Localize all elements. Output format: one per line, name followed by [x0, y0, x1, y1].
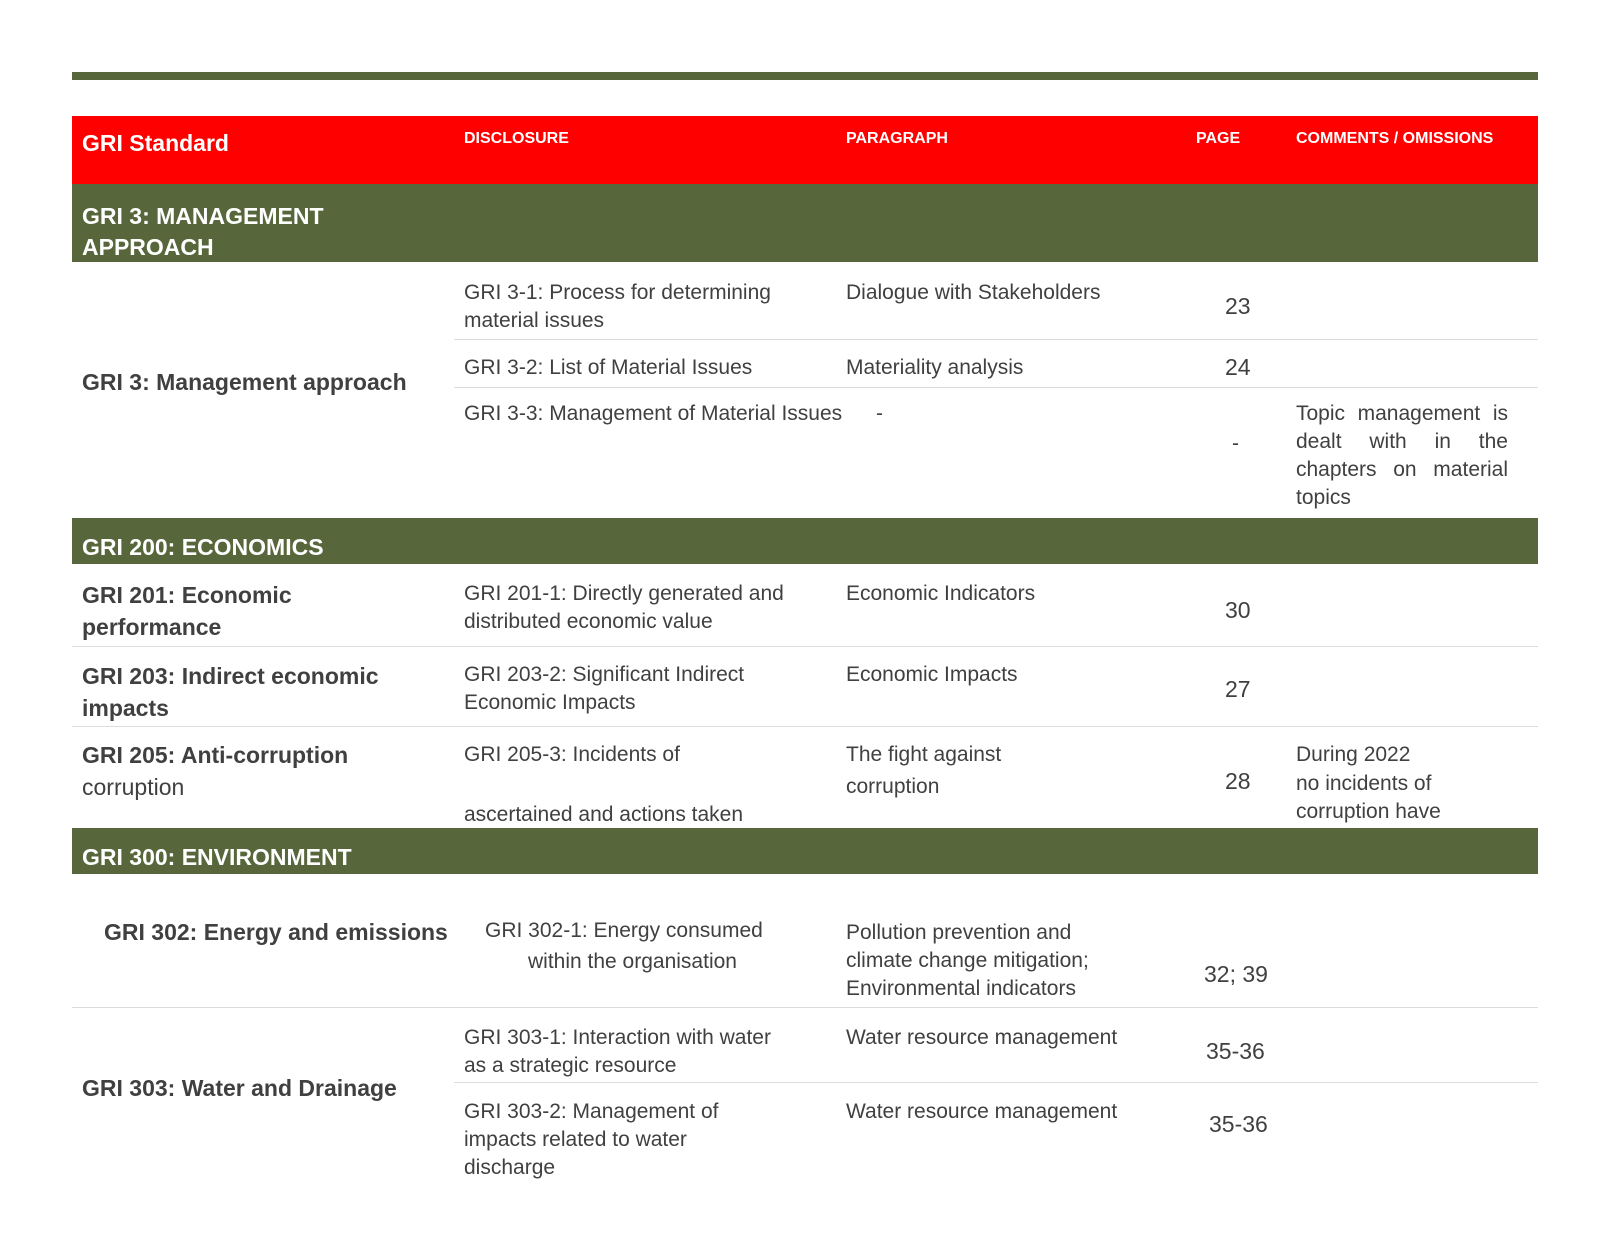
gri205-standard-line2: corruption — [82, 774, 185, 800]
gri203-paragraph: Economic Impacts — [846, 663, 1018, 686]
gri205-comment-line3: corruption have — [1296, 800, 1441, 823]
section-environment-title: GRI 300: ENVIRONMENT — [82, 844, 352, 870]
gri203-standard-line1: GRI 203: Indirect economic — [82, 663, 379, 689]
gri302-disclosure-line1: GRI 302-1: Energy consumed — [485, 919, 763, 942]
table-header — [72, 116, 1538, 184]
row-divider — [454, 387, 1538, 388]
row-divider — [72, 1007, 1538, 1008]
header-page: PAGE — [1196, 130, 1241, 147]
gri205-paragraph-line2: corruption — [846, 775, 940, 798]
gri303-1-disclosure-line2: as a strategic resource — [464, 1054, 677, 1077]
gri205-standard-line1: GRI 205: Anti-corruption — [82, 742, 349, 768]
section-management-title-line1: GRI 3: MANAGEMENT — [82, 203, 324, 229]
gri201-disclosure-line1: GRI 201-1: Directly generated and — [464, 582, 784, 605]
section-management-title-line2: APPROACH — [82, 234, 214, 260]
gri303-2-page: 35-36 — [1209, 1111, 1268, 1137]
gri201-disclosure-line2: distributed economic value — [464, 610, 713, 633]
gri205-disclosure-line1: GRI 205-3: Incidents of — [464, 743, 680, 766]
gri302-standard: GRI 302: Energy and emissions — [104, 919, 448, 945]
row-divider — [72, 646, 1538, 647]
gri3-3-disclosure: GRI 3-3: Management of Material Issues — [464, 402, 843, 425]
row-divider — [454, 339, 1538, 340]
gri3-2-page: 24 — [1225, 354, 1251, 380]
gri303-1-paragraph: Water resource management — [846, 1026, 1118, 1049]
header-paragraph: PARAGRAPH — [846, 130, 948, 147]
gri303-2-paragraph: Water resource management — [846, 1100, 1118, 1123]
gri303-standard: GRI 303: Water and Drainage — [82, 1075, 397, 1101]
gri201-standard-line2: performance — [82, 614, 222, 640]
gri303-2-disclosure-line2: impacts related to water — [464, 1128, 687, 1151]
gri302-paragraph-line1: Pollution prevention and — [846, 921, 1072, 944]
gri3-2-disclosure: GRI 3-2: List of Material Issues — [464, 356, 753, 379]
gri3-1-page: 23 — [1225, 293, 1251, 319]
gri303-1-page: 35-36 — [1206, 1038, 1265, 1064]
gri201-page: 30 — [1225, 597, 1251, 623]
gri205-paragraph-line1: The fight against — [846, 743, 1002, 766]
gri201-standard-line1: GRI 201: Economic — [82, 582, 292, 608]
gri3-2-paragraph: Materiality analysis — [846, 356, 1024, 379]
gri205-comment-line2: no incidents of — [1296, 772, 1432, 795]
row-divider — [454, 1082, 1538, 1083]
header-disclosure: DISCLOSURE — [464, 130, 569, 147]
gri303-1-disclosure-line1: GRI 303-1: Interaction with water — [464, 1026, 771, 1049]
gri203-disclosure-line2: Economic Impacts — [464, 691, 636, 714]
gri3-1-disclosure-line1: GRI 3-1: Process for determining — [464, 281, 771, 304]
gri3-3-comment: Topic management is dealt with in the chapters on material topics — [1296, 402, 1508, 509]
gri302-page: 32; 39 — [1204, 961, 1268, 987]
gri205-comment-line1: During 2022 — [1296, 743, 1411, 766]
gri3-1-paragraph: Dialogue with Stakeholders — [846, 281, 1101, 304]
gri3-standard: GRI 3: Management approach — [82, 369, 407, 395]
gri203-disclosure-line1: GRI 203-2: Significant Indirect — [464, 663, 745, 686]
gri203-standard-line2: impacts — [82, 695, 169, 721]
top-divider-bar — [72, 72, 1538, 80]
gri203-page: 27 — [1225, 676, 1251, 702]
gri303-2-disclosure-line1: GRI 303-2: Management of — [464, 1100, 719, 1123]
header-comments: COMMENTS / OMISSIONS — [1296, 130, 1494, 147]
gri3-3-paragraph: - — [876, 402, 883, 425]
gri205-disclosure-line2: ascertained and actions taken — [464, 803, 744, 826]
gri205-page: 28 — [1225, 768, 1251, 794]
gri3-3-page: - — [1232, 432, 1239, 455]
gri302-paragraph-line2: climate change mitigation; — [846, 949, 1089, 972]
gri302-paragraph-line3: Environmental indicators — [846, 977, 1076, 1000]
gri3-1-disclosure-line2: material issues — [464, 309, 605, 332]
gri302-disclosure-line2: within the organisation — [528, 950, 737, 973]
row-divider — [72, 726, 1538, 727]
gri303-2-disclosure-line3: discharge — [464, 1156, 556, 1179]
gri201-paragraph: Economic Indicators — [846, 582, 1036, 605]
section-economics-title: GRI 200: ECONOMICS — [82, 534, 324, 560]
header-gri-standard: GRI Standard — [82, 130, 229, 156]
